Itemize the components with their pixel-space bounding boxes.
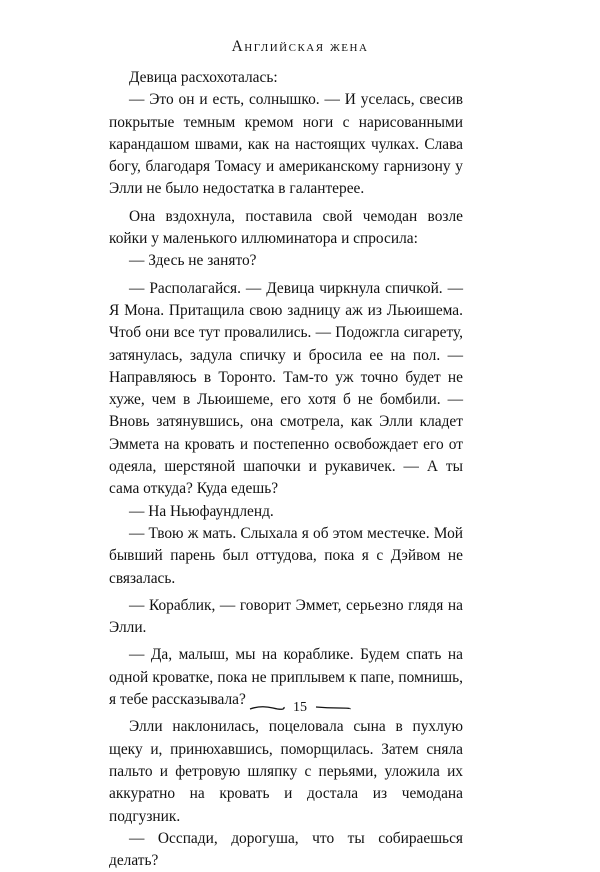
- paragraph: — Да, малыш, мы на кораблике. Будем спать на одной кроватке, пока не приплывем к папе, помнишь, я тебе рассказывала?: [109, 646, 463, 709]
- paragraph: — Осспади, дорогуша, что ты собираешься делать?: [109, 829, 463, 870]
- paragraph: — Это он и есть, солнышко. — И уселась, свесив покрытые темным кремом ноги с нарисованными карандашом швами, как на настоящих чулках. Слава богу, благодаря Томасу и американскому гарнизону у Элли не было недостатка в галантерее.: [109, 91, 463, 198]
- left-flourish-icon: [249, 704, 285, 712]
- page-number: 15: [293, 700, 307, 715]
- paragraph: — На Ньюфаундленд.: [129, 502, 274, 520]
- page-footer: [0, 700, 600, 717]
- paragraph: — Здесь не занято?: [129, 252, 257, 270]
- paragraph: Девица расхохоталась:: [129, 69, 278, 86]
- running-head: Английская жена: [231, 38, 369, 55]
- paragraph: — Кораблик, — говорит Эммет, серьезно глядя на Элли.: [109, 596, 463, 637]
- paragraph: — Располагайся. — Девица чиркнула спичкой. — Я Мона. Притащила свою задницу аж из Льюишема. Чтоб они все тут провалились. — Подожгла сигарету, затянулась, задула спичку и бросила ее на пол. — Направляюсь в Торонто. Там-то уж точно будет не хуже, чем в Льюишеме, его хотя б не бомбили. — Вновь затянувшись, она смотрела, как Элли кладет Эммета на кровать и постепенно освобождает его от одеяла, шерстяной шапочки и рукавичек. — А ты сама откуда? Куда едешь?: [109, 279, 463, 498]
- body-text: [109, 67, 463, 872]
- paragraph: — Твою ж мать. Слыхала я об этом местечке. Мой бывший парень был оттудова, пока я с Дэйвом не связалась.: [109, 524, 463, 587]
- right-flourish-icon: [315, 704, 351, 712]
- paragraph: Она вздохнула, поставила свой чемодан возле койки у маленького иллюминатора и спросила:: [109, 207, 463, 248]
- paragraph: Элли наклонилась, поцеловала сына в пухлую щеку и, принюхавшись, поморщилась. Затем сняла пальто и фетровую шляпку с перьями, уложила их аккуратно на кровать и достала из чемодана подгузник.: [109, 718, 463, 825]
